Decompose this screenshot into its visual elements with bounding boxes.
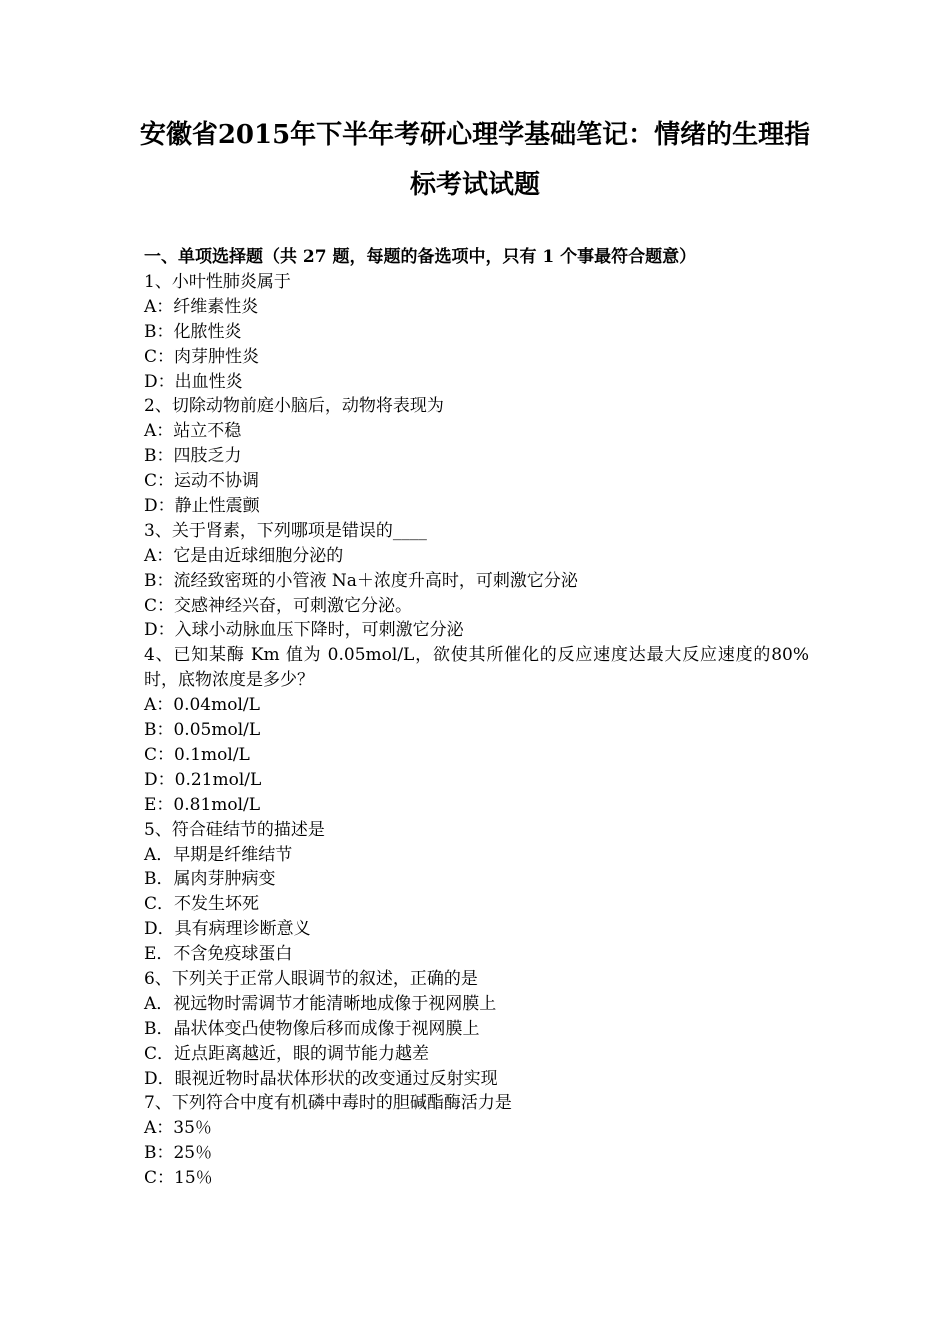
option-5e: E．不含免疫球蛋白: [144, 944, 293, 965]
question-list: [144, 270, 809, 1191]
option-7b: B：25％: [144, 1143, 213, 1164]
option-1c: C：肉芽肿性炎: [144, 346, 260, 367]
document-title-line-2: 标考试试题: [409, 170, 540, 200]
option-3a: A：它是由近球细胞分泌的: [144, 545, 344, 566]
option-5b: B．属肉芽肿病变: [144, 869, 276, 890]
option-7c: C：15％: [144, 1168, 213, 1189]
option-3b: B：流经致密斑的小管液 Na＋浓度升高时，可刺激它分泌: [144, 570, 578, 591]
option-6a: A．视远物时需调节才能清晰地成像于视网膜上: [144, 993, 497, 1014]
question-7: 7、下列符合中度有机磷中毒时的胆碱酯酶活力是: [144, 1093, 512, 1114]
option-5d: D．具有病理诊断意义: [144, 919, 311, 940]
option-2a: A：站立不稳: [144, 421, 242, 442]
option-3c: C：交感神经兴奋，可刺激它分泌。: [144, 595, 413, 616]
option-3d: D：入球小动脉血压下降时，可刺激它分泌: [144, 620, 464, 641]
question-6: 6、下列关于正常人眼调节的叙述，正确的是: [144, 968, 478, 989]
option-4c: C：0.1mol/L: [144, 744, 250, 765]
question-3: 3、关于肾素，下列哪项是错误的____: [144, 520, 427, 541]
option-4d: D：0.21mol/L: [144, 769, 262, 790]
question-5: 5、符合硅结节的描述是: [144, 819, 325, 840]
option-5c: C．不发生坏死: [144, 894, 260, 915]
option-6c: C．近点距离越近，眼的调节能力越差: [144, 1043, 430, 1064]
option-6d: D．眼视近物时晶状体形状的改变通过反射实现: [144, 1068, 498, 1089]
section-heading: 一、单项选择题（共 27 题，每题的备选项中，只有 1 个事最符合题意）: [144, 247, 697, 267]
option-1b: B：化脓性炎: [144, 321, 242, 342]
option-4b: B：0.05mol/L: [144, 720, 261, 741]
question-4: 4、已知某酶 Km 值为 0.05mol/L，欲使其所催化的反应速度达最大反应速度的80%时，底物浓度是多少？: [144, 645, 809, 691]
option-2d: D：静止性震颤: [144, 496, 260, 517]
option-6b: B．晶状体变凸使物像后移而成像于视网膜上: [144, 1018, 480, 1039]
option-2b: B：四肢乏力: [144, 446, 242, 467]
option-4e: E：0.81mol/L: [144, 794, 261, 815]
question-1: 1、小叶性肺炎属于: [144, 272, 291, 292]
option-1a: A：纤维素性炎: [144, 296, 259, 317]
option-4a: A：0.04mol/L: [144, 695, 260, 716]
option-5a: A．早期是纤维结节: [144, 844, 293, 865]
option-7a: A：35％: [144, 1118, 212, 1139]
question-2: 2、切除动物前庭小脑后，动物将表现为: [144, 396, 444, 417]
option-1d: D：出血性炎: [144, 371, 243, 392]
option-2c: C：运动不协调: [144, 471, 260, 492]
document-title-line-1: 安徽省2015年下半年考研心理学基础笔记：情绪的生理指: [139, 120, 811, 150]
